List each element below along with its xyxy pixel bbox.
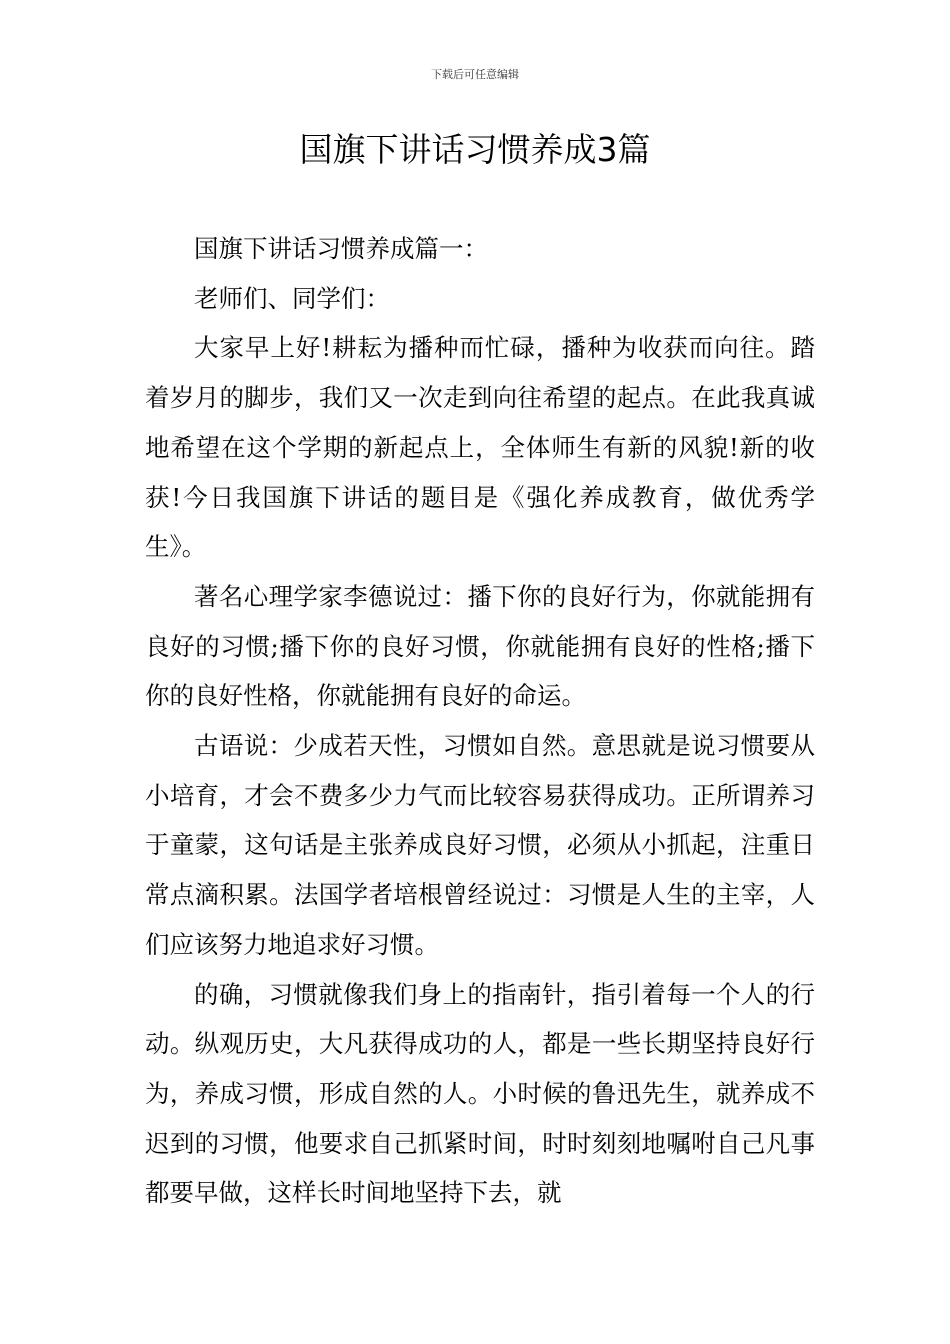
header-note: 下载后可任意编辑 <box>431 68 519 81</box>
paragraph: 著名心理学家李德说过：播下你的良好行为，你就能拥有良好的习惯;播下你的良好习惯，你就能拥有良好的性格;播下你的良好性格，你就能拥有良好的命运。 <box>145 581 815 711</box>
paragraph-salutation: 老师们、同学们： <box>194 283 390 313</box>
paragraph-section-heading: 国旗下讲话习惯养成篇一： <box>194 234 488 263</box>
document-title: 国旗下讲话习惯养成3篇 <box>299 130 651 169</box>
paragraph: 大家早上好!耕耘为播种而忙碌，播种为收获而向往。踏着岁月的脚步，我们又一次走到向往希望的起点。在此我真诚地希望在这个学期的新起点上，全体师生有新的风貌!新的收获!今日我国旗下讲话的题目是《强化养成教育，做优秀学生》。 <box>145 333 815 562</box>
paragraph: 的确，习惯就像我们身上的指南针，指引着每一个人的行动。纵观历史，大凡获得成功的人，都是一些长期坚持良好行为，养成习惯，形成自然的人。小时候的鲁迅先生，就养成不迟到的习惯，他要求自己抓紧时间，时时刻刻地嘱咐自己凡事都要早做，这样长时间地坚持下去，就 <box>145 979 815 1208</box>
document-body <box>145 224 815 1218</box>
paragraph: 古语说：少成若天性，习惯如自然。意思就是说习惯要从小培育，才会不费多少力气而比较容易获得成功。正所谓养习于童蒙，这句话是主张养成良好习惯，必须从小抓起，注重日常点滴积累。法国学者培根曾经说过：习惯是人生的主宰，人们应该努力地追求好习惯。 <box>145 731 815 959</box>
